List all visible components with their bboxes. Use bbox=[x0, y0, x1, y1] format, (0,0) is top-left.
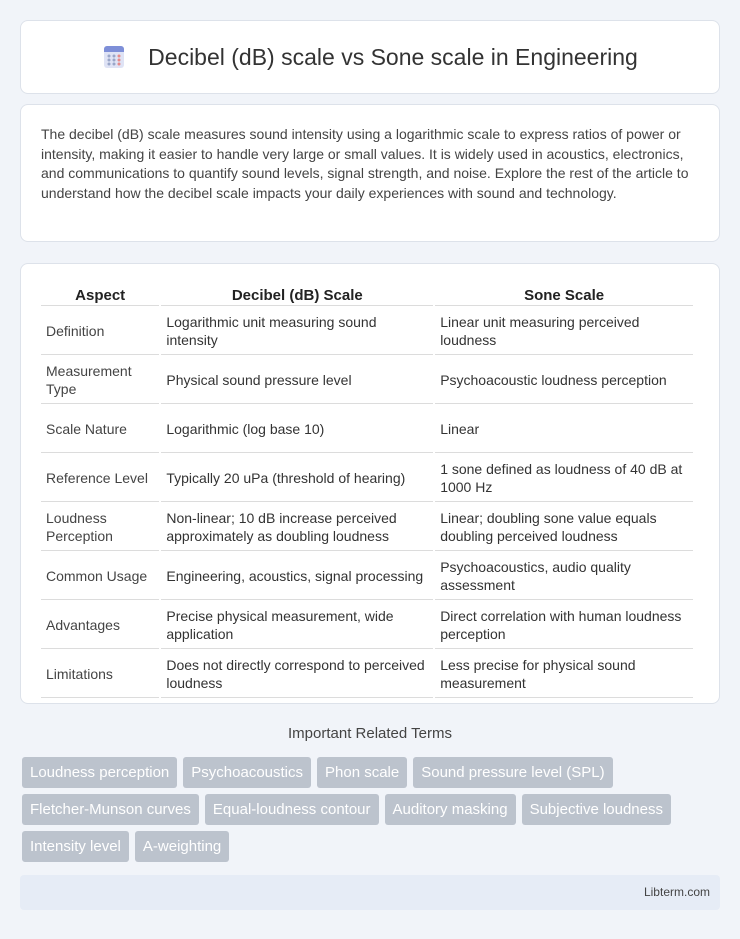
related-term-tag[interactable]: Sound pressure level (SPL) bbox=[413, 757, 612, 788]
cell-decibel: Non-linear; 10 dB increase perceived approximately as doubling loudness bbox=[161, 504, 433, 551]
calculator-icon bbox=[102, 45, 126, 69]
cell-aspect: Measurement Type bbox=[41, 357, 159, 404]
table-row bbox=[41, 406, 693, 453]
cell-sone: 1 sone defined as loudness of 40 dB at 1000 Hz bbox=[435, 455, 693, 502]
table-row bbox=[41, 504, 693, 551]
comparison-table bbox=[39, 282, 695, 700]
cell-aspect: Loudness Perception bbox=[41, 504, 159, 551]
table-row bbox=[41, 455, 693, 502]
table-row bbox=[41, 357, 693, 404]
column-header-aspect: Aspect bbox=[41, 284, 159, 306]
cell-sone: Psychoacoustics, audio quality assessment bbox=[435, 553, 693, 600]
related-term-tag[interactable]: Intensity level bbox=[22, 831, 129, 862]
cell-aspect: Reference Level bbox=[41, 455, 159, 502]
related-term-tag[interactable]: Fletcher-Munson curves bbox=[22, 794, 199, 825]
cell-decibel: Typically 20 uPa (threshold of hearing) bbox=[161, 455, 433, 502]
cell-sone: Psychoacoustic loudness perception bbox=[435, 357, 693, 404]
cell-decibel: Precise physical measurement, wide application bbox=[161, 602, 433, 649]
related-terms-list bbox=[22, 757, 722, 868]
related-term-tag[interactable]: Equal-loudness contour bbox=[205, 794, 379, 825]
cell-sone: Less precise for physical sound measurement bbox=[435, 651, 693, 698]
table-row bbox=[41, 308, 693, 355]
intro-card bbox=[20, 104, 720, 242]
cell-aspect: Advantages bbox=[41, 602, 159, 649]
column-header-sone: Sone Scale bbox=[435, 284, 693, 306]
intro-paragraph: The decibel (dB) scale measures sound intensity using a logarithmic scale to express ratios of power or intensity, making it easier to handle very large or small values. It is widely used in acoustics, electronics, and communications to quantify sound levels, signal strength, and noise. Explore the rest of the article to understand how the decibel scale impacts your daily experiences with sound and technology. bbox=[41, 126, 689, 201]
cell-aspect: Scale Nature bbox=[41, 406, 159, 453]
cell-aspect: Common Usage bbox=[41, 553, 159, 600]
cell-decibel: Engineering, acoustics, signal processing bbox=[161, 553, 433, 600]
cell-decibel: Physical sound pressure level bbox=[161, 357, 433, 404]
cell-aspect: Definition bbox=[41, 308, 159, 355]
related-term-tag[interactable]: Phon scale bbox=[317, 757, 407, 788]
cell-sone: Linear; doubling sone value equals doubling perceived loudness bbox=[435, 504, 693, 551]
footer-site-link[interactable]: Libterm.com bbox=[643, 885, 710, 899]
title-wrap bbox=[102, 44, 638, 71]
cell-sone: Direct correlation with human loudness perception bbox=[435, 602, 693, 649]
related-term-tag[interactable]: Psychoacoustics bbox=[183, 757, 311, 788]
cell-decibel: Logarithmic unit measuring sound intensity bbox=[161, 308, 433, 355]
cell-sone: Linear bbox=[435, 406, 693, 453]
related-terms-title: Important Related Terms bbox=[288, 725, 452, 742]
footer bbox=[20, 875, 720, 910]
cell-decibel: Logarithmic (log base 10) bbox=[161, 406, 433, 453]
table-row bbox=[41, 553, 693, 600]
table-header-row bbox=[41, 284, 693, 306]
related-term-tag[interactable]: A-weighting bbox=[135, 831, 229, 862]
cell-aspect: Limitations bbox=[41, 651, 159, 698]
page-title: Decibel (dB) scale vs Sone scale in Engineering bbox=[148, 43, 638, 70]
comparison-table-card bbox=[20, 263, 720, 704]
table-row bbox=[41, 651, 693, 698]
header-card bbox=[20, 20, 720, 94]
column-header-decibel: Decibel (dB) Scale bbox=[161, 284, 433, 306]
related-term-tag[interactable]: Loudness perception bbox=[22, 757, 177, 788]
table-row bbox=[41, 602, 693, 649]
related-term-tag[interactable]: Auditory masking bbox=[385, 794, 516, 825]
related-term-tag[interactable]: Subjective loudness bbox=[522, 794, 671, 825]
cell-sone: Linear unit measuring perceived loudness bbox=[435, 308, 693, 355]
cell-decibel: Does not directly correspond to perceived loudness bbox=[161, 651, 433, 698]
